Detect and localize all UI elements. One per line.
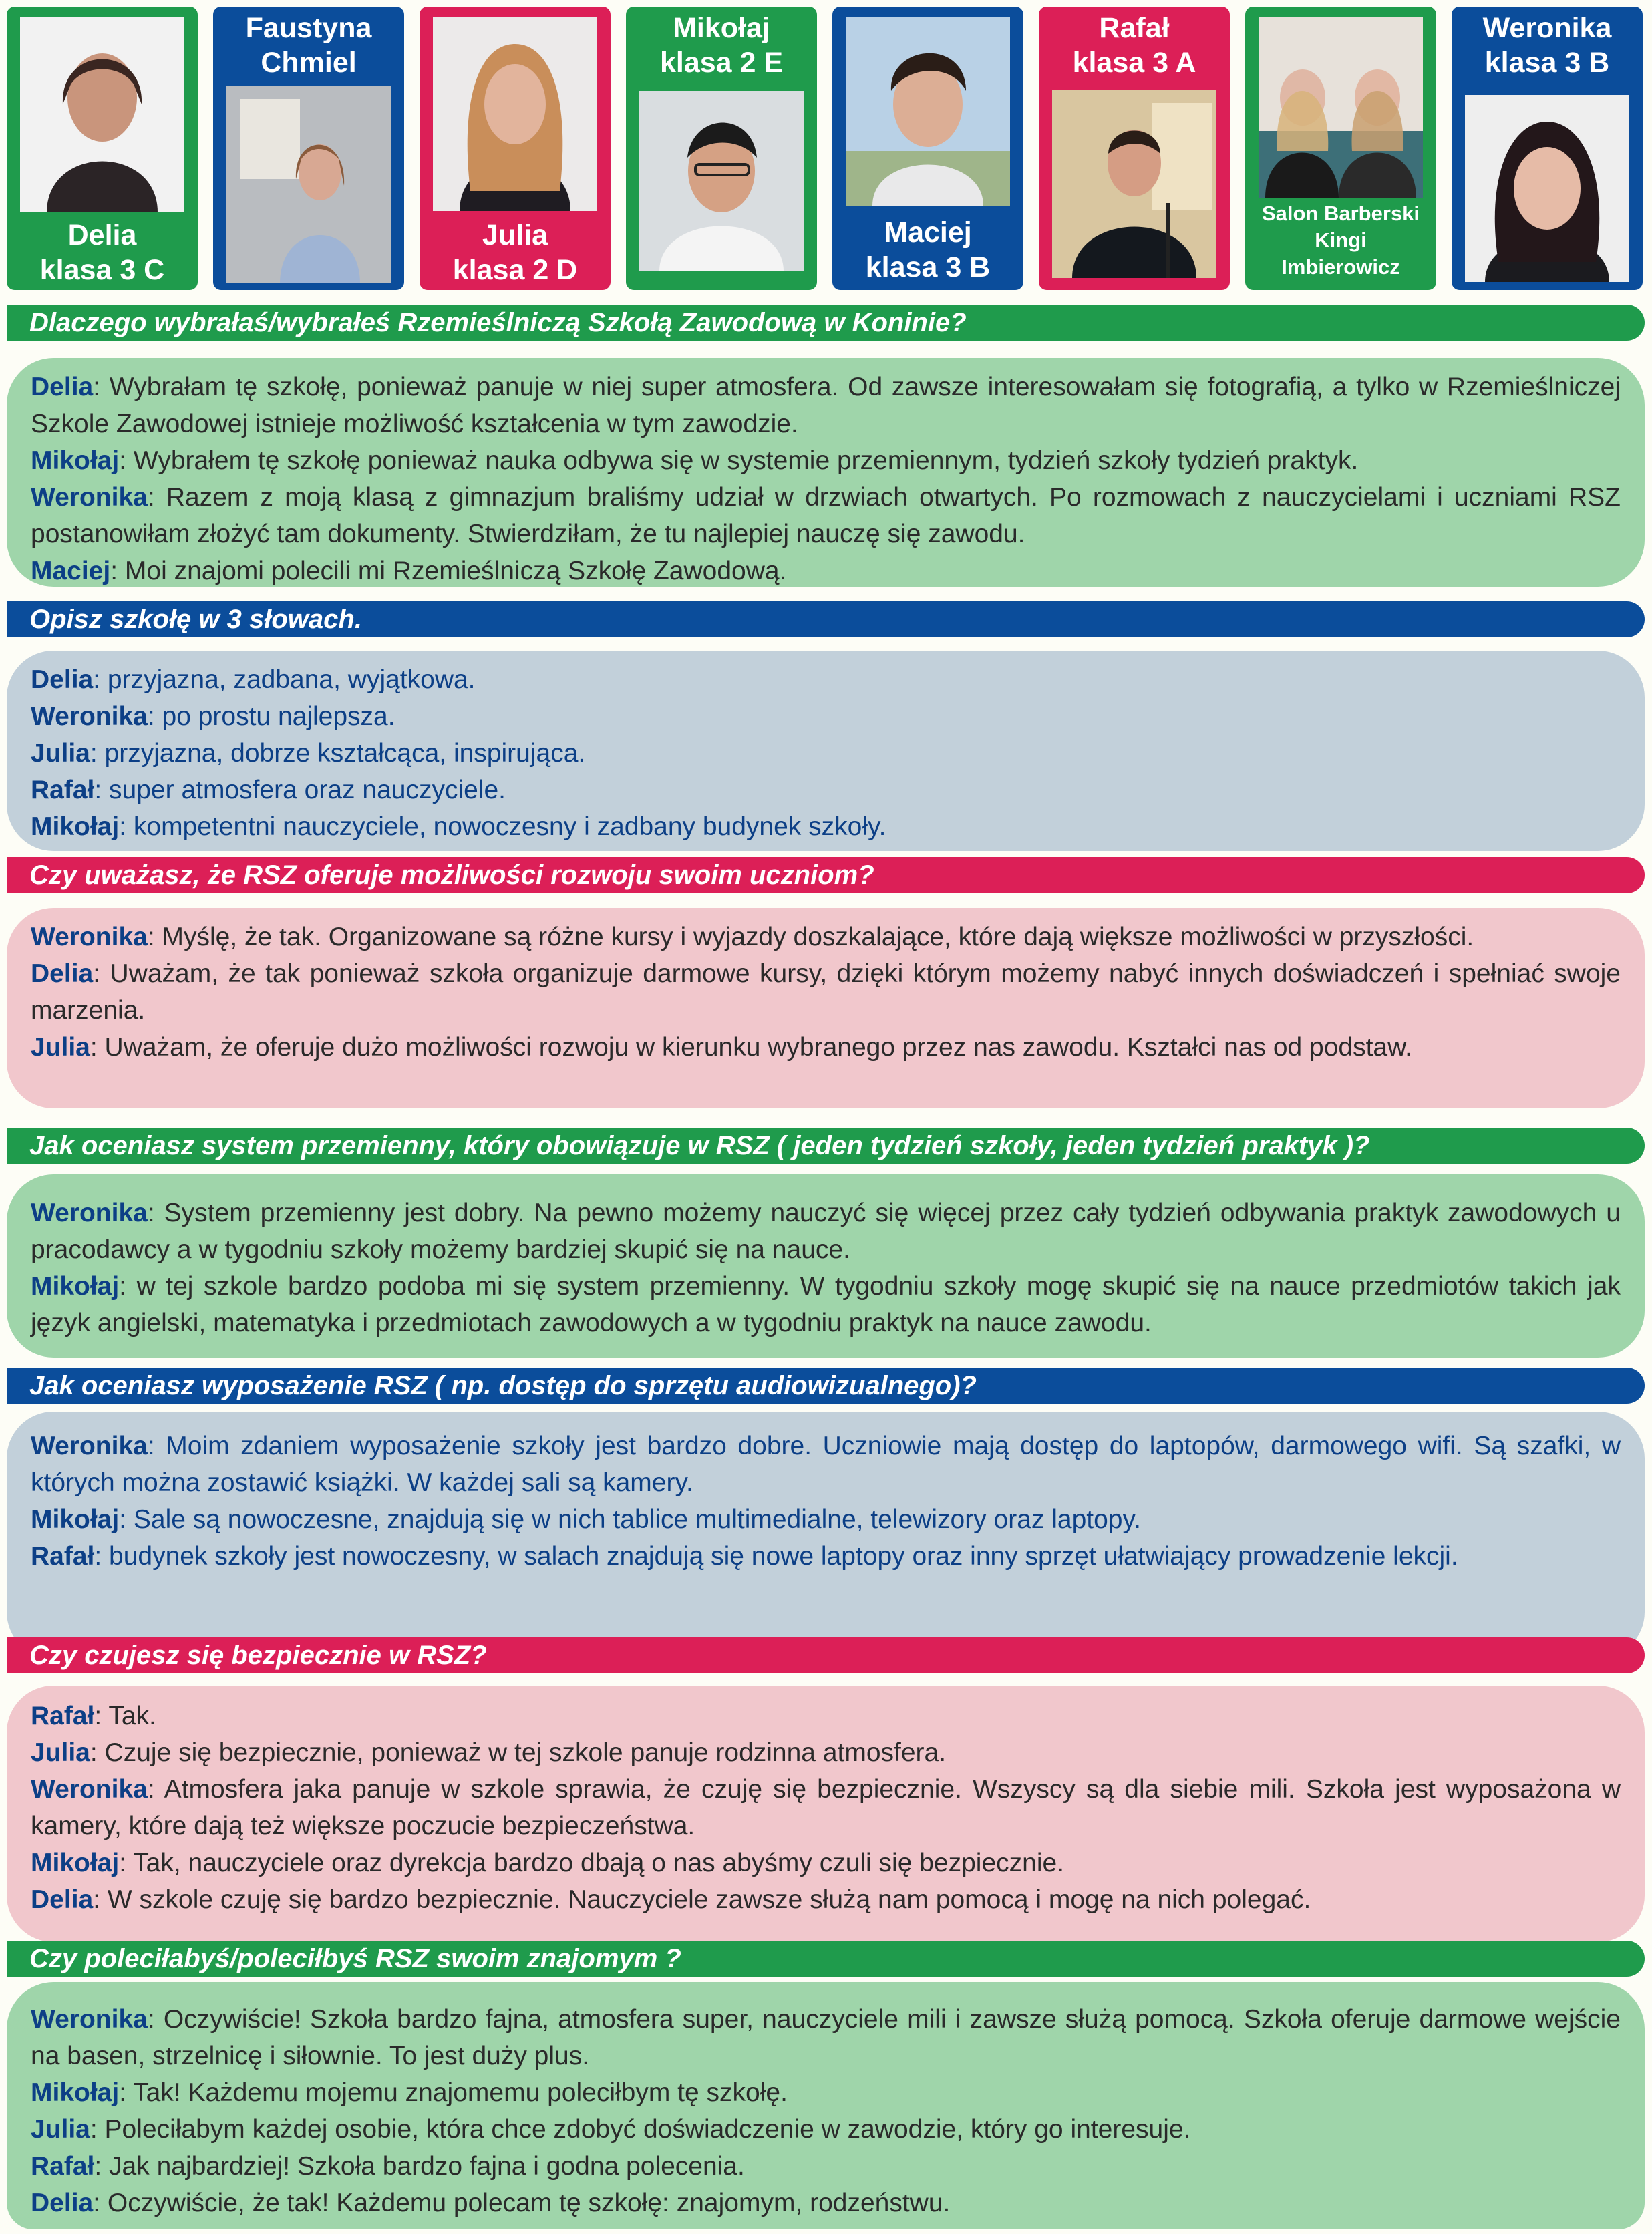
speaker-name: Julia bbox=[31, 739, 90, 768]
answer bbox=[31, 1268, 1621, 1341]
profile-card-maciej bbox=[832, 7, 1023, 290]
answer-box bbox=[7, 908, 1645, 1108]
profile-name: Weronika klasa 3 B bbox=[1482, 12, 1612, 79]
answer-box bbox=[7, 1686, 1645, 1942]
answer-box bbox=[7, 651, 1645, 851]
answer-text: : Czuje się bezpiecznie, ponieważ w tej szkole panuje rodzinna atmosfera. bbox=[90, 1738, 947, 1767]
portrait-photo bbox=[639, 91, 804, 271]
answer-text: : przyjazna, dobrze kształcąca, inspirująca. bbox=[90, 739, 586, 768]
profile-name: Rafał klasa 3 A bbox=[1072, 12, 1196, 79]
portrait-photo bbox=[1052, 90, 1216, 278]
answer bbox=[31, 2185, 1621, 2221]
portrait-photo bbox=[846, 17, 1010, 206]
profile-strip bbox=[0, 0, 1652, 294]
answer-text: : Moi znajomi polecili mi Rzemieślniczą Szkołę Zawodową. bbox=[110, 556, 787, 585]
answer bbox=[31, 2001, 1621, 2074]
answer bbox=[31, 2148, 1621, 2185]
answer-text: : Razem z moją klasą z gimnazjum braliśmy udział w drzwiach otwartych. Po rozmowach z nauczycielami i uczniami RSZ postanowiłam złożyć tam dokumenty. Stwierdziłam, że tu najlepiej nauczę się zawodu. bbox=[31, 483, 1621, 548]
portrait-photo bbox=[20, 17, 184, 212]
answer bbox=[31, 552, 1621, 589]
speaker-name: Weronika bbox=[31, 483, 148, 512]
question-header: Czy poleciłabyś/poleciłbyś RSZ swoim znajomym ? bbox=[7, 1941, 1645, 1977]
answer-text: : W szkole czuję się bardzo bezpiecznie. Nauczyciele zawsze służą nam pomocą i mogę na nich polegać. bbox=[93, 1885, 1311, 1914]
answer-box bbox=[7, 1174, 1645, 1358]
answer-text: : Wybrałem tę szkołę ponieważ nauka odbywa się w systemie przemiennym, tydzień szkoły tydzień praktyk. bbox=[119, 446, 1359, 475]
answer bbox=[31, 2111, 1621, 2148]
speaker-name: Weronika bbox=[31, 923, 148, 951]
speaker-name: Rafał bbox=[31, 776, 95, 804]
answer bbox=[31, 1845, 1621, 1881]
speaker-name: Weronika bbox=[31, 1775, 148, 1804]
answer-text: : po prostu najlepsza. bbox=[147, 702, 395, 731]
answer bbox=[31, 369, 1621, 442]
speaker-name: Weronika bbox=[31, 1199, 148, 1227]
answer-text: : Sale są nowoczesne, znajdują się w nich tablice multimedialne, telewizory oraz laptopy. bbox=[119, 1505, 1141, 1534]
answer-text: : Oczywiście! Szkoła bardzo fajna, atmosfera super, nauczyciele mili i zawsze służą pomocą. Szkoła oferuje darmowe wejście na basen, strzelnicę i siłownie. To jest duży plus. bbox=[31, 2005, 1621, 2070]
speaker-name: Weronika bbox=[31, 2005, 148, 2034]
answer bbox=[31, 1771, 1621, 1845]
question-header: Opisz szkołę w 3 słowach. bbox=[7, 601, 1645, 637]
answer bbox=[31, 1881, 1621, 1918]
profile-card-julia bbox=[420, 7, 611, 290]
profile-card-delia bbox=[7, 7, 198, 290]
answer bbox=[31, 1538, 1621, 1575]
answer-box bbox=[7, 1412, 1645, 1659]
speaker-name: Mikołaj bbox=[31, 1849, 120, 1877]
profile-card-salon bbox=[1245, 7, 1436, 290]
answer-text: : Wybrałam tę szkołę, ponieważ panuje w niej super atmosfera. Od zawsze interesowałam się fotografią, a tylko w Rzemieślniczej Szkole Zawodowej istnieje możliwość kształcenia w tym zawodzie. bbox=[31, 373, 1621, 438]
profile-name: Faustyna Chmiel bbox=[245, 12, 372, 79]
question-header: Jak oceniasz system przemienny, który obowiązuje w RSZ ( jeden tydzień szkoły, jeden tydzień praktyk )? bbox=[7, 1128, 1645, 1164]
answer-text: : System przemienny jest dobry. Na pewno możemy nauczyć się więcej przez cały tydzień odbywania praktyk zawodowych u pracodawcy a w tygodniu szkoły możemy bardziej skupić się na nauce. bbox=[31, 1199, 1621, 1264]
profile-name: Mikołaj klasa 2 E bbox=[659, 12, 784, 79]
answer-text: : przyjazna, zadbana, wyjątkowa. bbox=[93, 665, 476, 694]
answer-text: : Uważam, że oferuje dużo możliwości rozwoju w kierunku wybranego przez nas zawodu. Kształci nas od podstaw. bbox=[90, 1033, 1412, 1062]
speaker-name: Delia bbox=[31, 959, 94, 988]
answer bbox=[31, 735, 1621, 772]
answer-text: : Oczywiście, że tak! Każdemu polecam tę szkołę: znajomym, rodzeństwu. bbox=[93, 2189, 951, 2217]
profile-card-mikolaj bbox=[626, 7, 817, 290]
speaker-name: Julia bbox=[31, 1738, 90, 1767]
answer bbox=[31, 2074, 1621, 2111]
speaker-name: Mikołaj bbox=[31, 812, 120, 841]
answer-text: : w tej szkole bardzo podoba mi się system przemienny. W tygodniu szkoły mogę skupić się na nauce przedmiotów takich jak język angielski, matematyka i przedmiotach zawodowych a w tygodniu praktyk na nauce zawodu. bbox=[31, 1272, 1621, 1337]
answer bbox=[31, 1428, 1621, 1501]
answer-text: : Tak, nauczyciele oraz dyrekcja bardzo dbają o nas abyśmy czuli się bezpiecznie. bbox=[119, 1849, 1065, 1877]
profile-name: Maciej klasa 3 B bbox=[865, 216, 991, 283]
question-header: Czy uważasz, że RSZ oferuje możliwości rozwoju swoim uczniom? bbox=[7, 857, 1645, 893]
answer bbox=[31, 808, 1621, 845]
answer bbox=[31, 442, 1621, 479]
portrait-photo bbox=[1259, 17, 1423, 198]
profile-name: Delia klasa 3 C bbox=[39, 219, 165, 286]
question-header: Dlaczego wybrałaś/wybrałeś Rzemieślniczą Szkołą Zawodową w Koninie? bbox=[7, 305, 1645, 341]
answer-text: : Tak. bbox=[94, 1702, 156, 1730]
speaker-name: Maciej bbox=[31, 556, 111, 585]
answer bbox=[31, 479, 1621, 552]
answer-text: : kompetentni nauczyciele, nowoczesny i zadbany budynek szkoły. bbox=[119, 812, 886, 841]
answer bbox=[31, 1194, 1621, 1268]
answer-box bbox=[7, 358, 1645, 587]
answer bbox=[31, 772, 1621, 808]
question-header: Jak oceniasz wyposażenie RSZ ( np. dostęp do sprzętu audiowizualnego)? bbox=[7, 1368, 1645, 1404]
answer-text: : Jak najbardziej! Szkoła bardzo fajna i godna polecenia. bbox=[94, 2152, 745, 2181]
profile-name: Julia klasa 2 D bbox=[452, 219, 578, 286]
answer-text: : Poleciłabym każdej osobie, która chce zdobyć doświadczenie w zawodzie, który go interesuje. bbox=[90, 2115, 1191, 2144]
profile-card-faustyna bbox=[213, 7, 404, 290]
answer bbox=[31, 698, 1621, 735]
answer bbox=[31, 661, 1621, 698]
speaker-name: Rafał bbox=[31, 2152, 95, 2181]
answer bbox=[31, 1698, 1621, 1734]
question-header: Czy czujesz się bezpiecznie w RSZ? bbox=[7, 1637, 1645, 1673]
speaker-name: Weronika bbox=[31, 1432, 148, 1460]
answer bbox=[31, 919, 1621, 955]
answer bbox=[31, 1029, 1621, 1066]
answer-text: : Atmosfera jaka panuje w szkole sprawia, że czuję się bezpiecznie. Wszyscy są dla siebie mili. Szkoła jest wyposażona w kamery, które dają też większe poczucie bezpieczeństwa. bbox=[31, 1775, 1621, 1841]
profile-name: Salon Barberski Kingi Imbierowicz bbox=[1261, 202, 1420, 279]
speaker-name: Mikołaj bbox=[31, 446, 120, 475]
speaker-name: Delia bbox=[31, 1885, 94, 1914]
speaker-name: Delia bbox=[31, 373, 94, 402]
answer bbox=[31, 1734, 1621, 1771]
portrait-photo bbox=[226, 86, 391, 283]
profile-card-rafal bbox=[1039, 7, 1230, 290]
speaker-name: Mikołaj bbox=[31, 1505, 120, 1534]
speaker-name: Delia bbox=[31, 2189, 94, 2217]
speaker-name: Weronika bbox=[31, 702, 148, 731]
speaker-name: Mikołaj bbox=[31, 2078, 120, 2107]
profile-card-weronika bbox=[1452, 7, 1643, 290]
speaker-name: Delia bbox=[31, 665, 94, 694]
answer bbox=[31, 1501, 1621, 1538]
portrait-photo bbox=[433, 17, 597, 211]
speaker-name: Rafał bbox=[31, 1702, 95, 1730]
speaker-name: Mikołaj bbox=[31, 1272, 120, 1301]
answer bbox=[31, 955, 1621, 1029]
answer-text: : Uważam, że tak ponieważ szkoła organizuje darmowe kursy, dzięki którym możemy nabyć innych doświadczeń i spełniać swoje marzenia. bbox=[31, 959, 1621, 1025]
answer-text: : Moim zdaniem wyposażenie szkoły jest bardzo dobre. Uczniowie mają dostęp do laptopów, darmowego wifi. Są szafki, w których można zostawić książki. W każdej sali są kamery. bbox=[31, 1432, 1621, 1497]
answer-text: : budynek szkoły jest nowoczesny, w salach znajdują się nowe laptopy oraz inny sprzęt ułatwiający prowadzenie lekcji. bbox=[94, 1542, 1458, 1571]
answer-text: : Tak! Każdemu mojemu znajomemu poleciłbym tę szkołę. bbox=[119, 2078, 788, 2107]
speaker-name: Julia bbox=[31, 1033, 90, 1062]
portrait-photo bbox=[1465, 95, 1629, 282]
answer-text: : super atmosfera oraz nauczyciele. bbox=[94, 776, 506, 804]
answer-box bbox=[7, 1982, 1645, 2229]
answer-text: : Myślę, że tak. Organizowane są różne kursy i wyjazdy doszkalające, które dają większe możliwości w przyszłości. bbox=[147, 923, 1474, 951]
speaker-name: Julia bbox=[31, 2115, 90, 2144]
speaker-name: Rafał bbox=[31, 1542, 95, 1571]
